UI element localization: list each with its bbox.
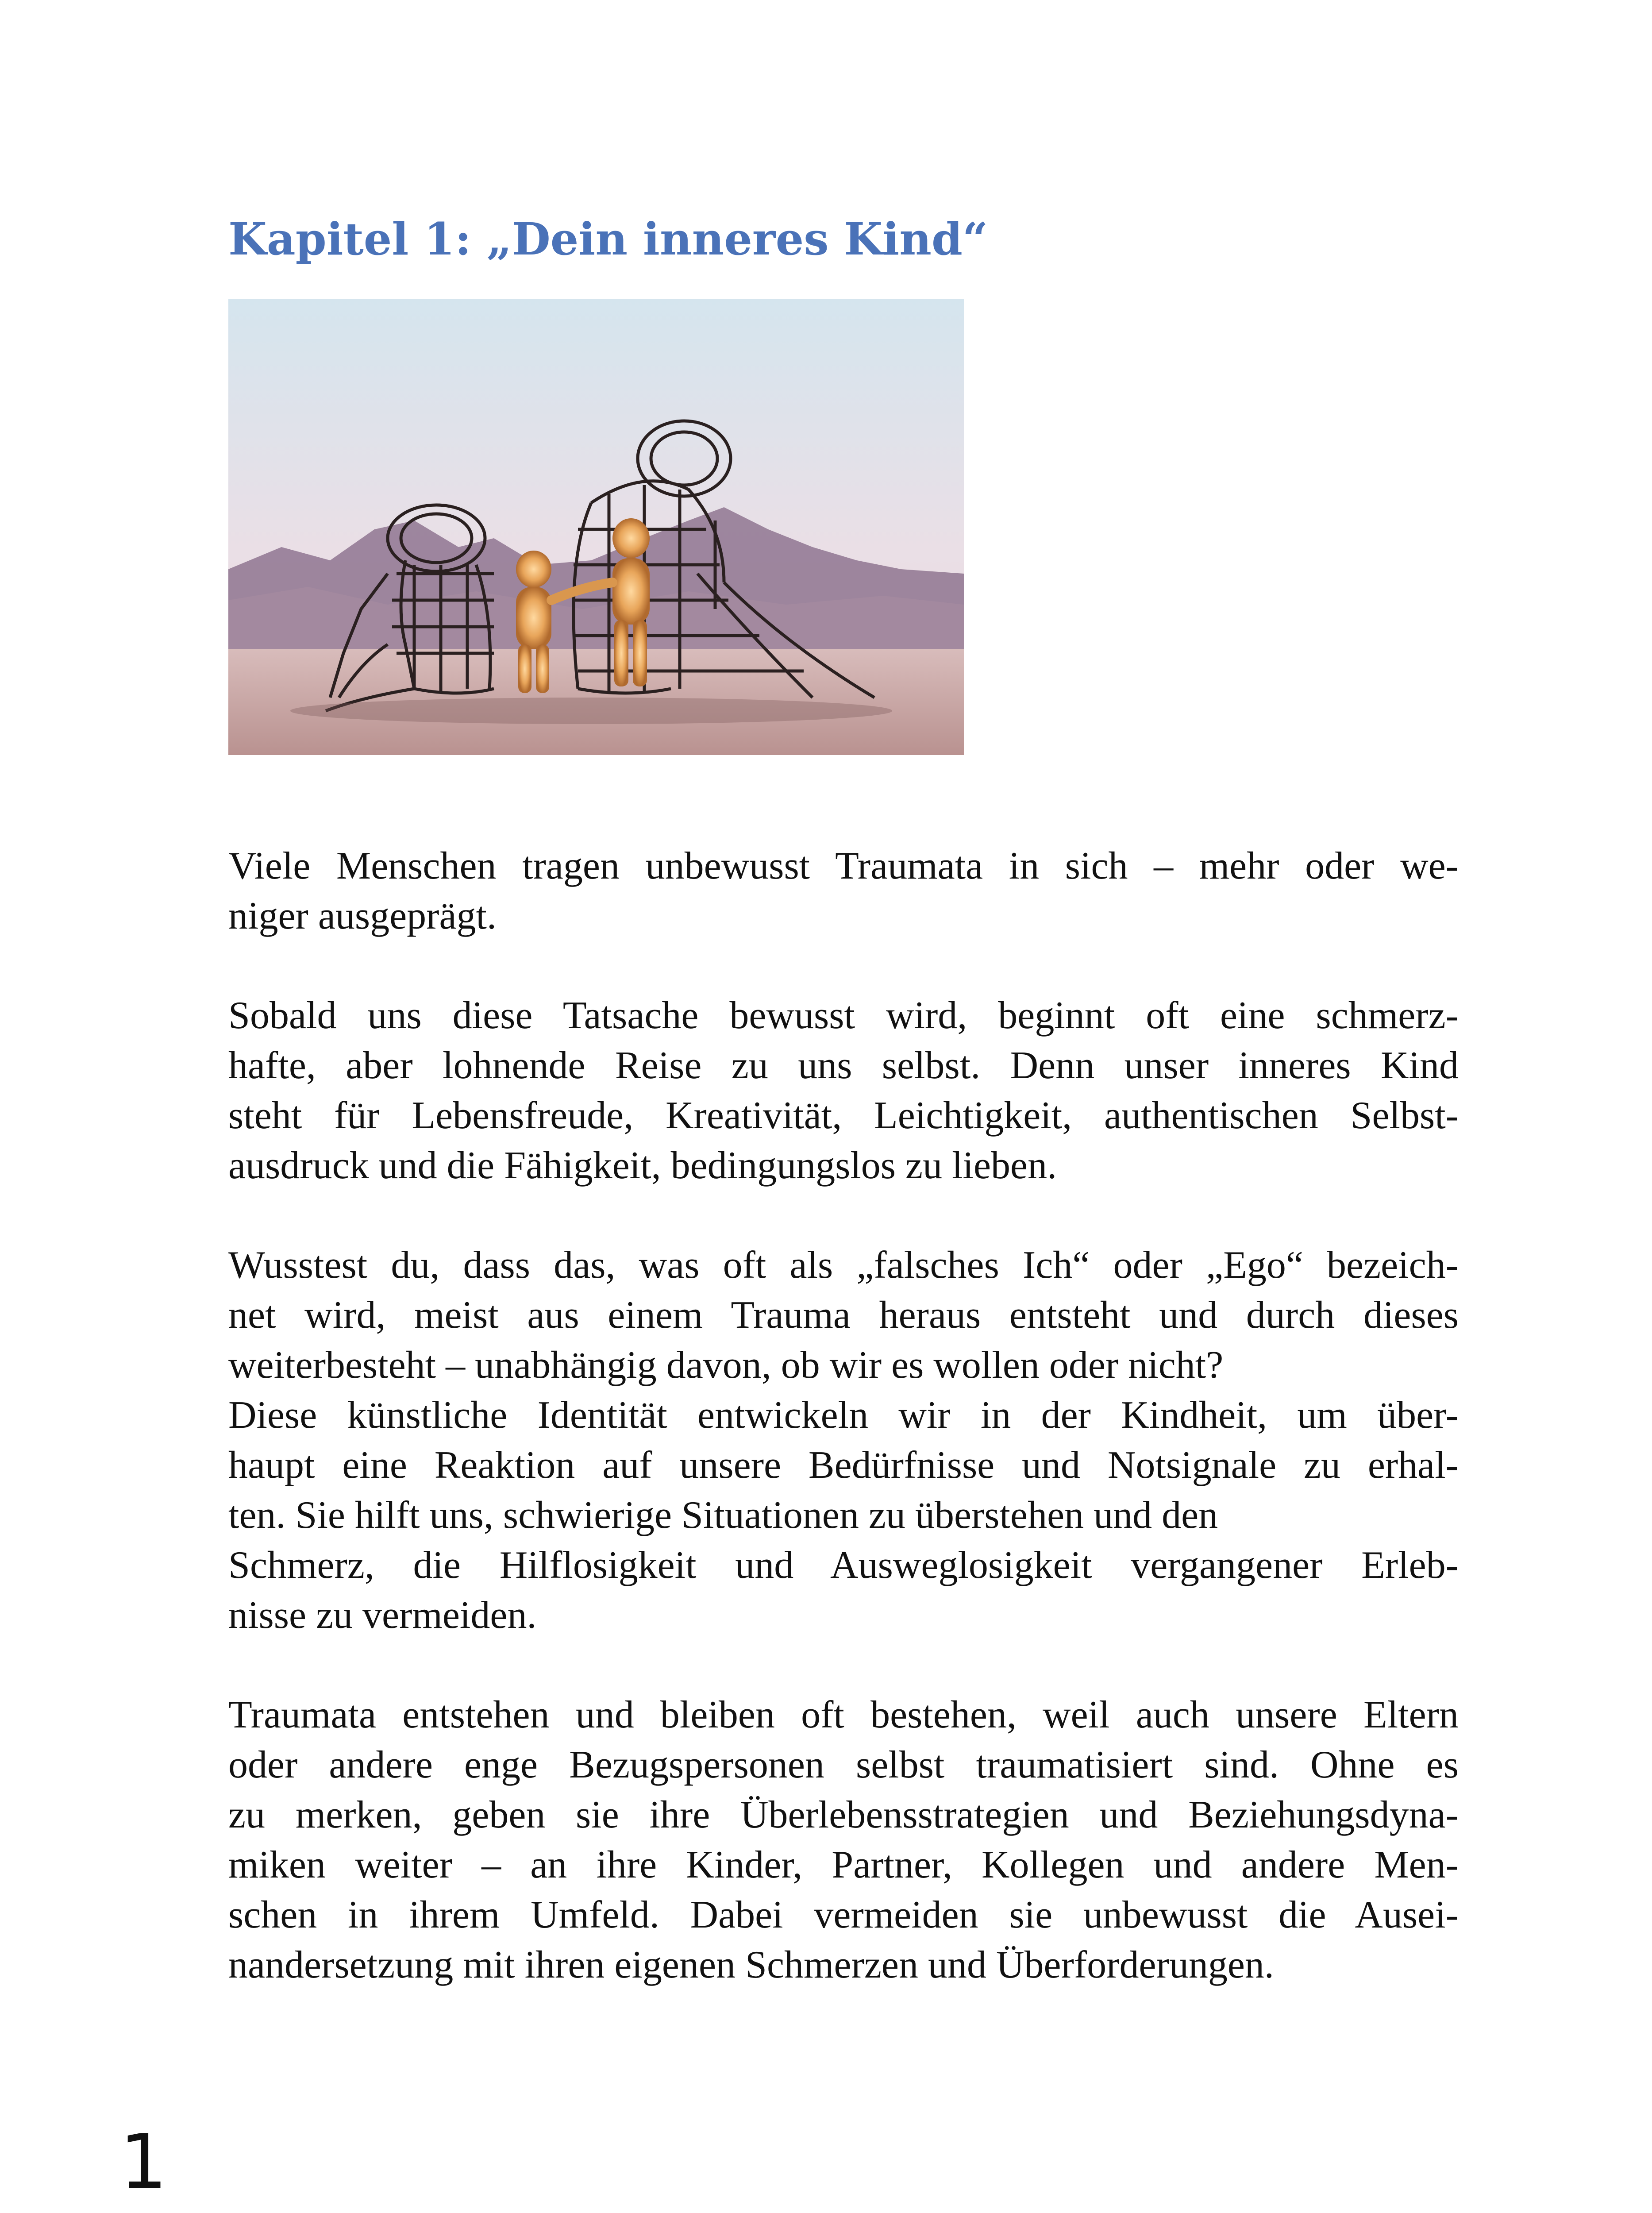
text-line: Viele Menschen tragen unbewusst Traumata in sich – mehr oder we-: [228, 844, 1459, 887]
text-line: ausdruck und die Fähigkeit, bedingungslos zu lieben.: [228, 1144, 1057, 1187]
text-line: oder andere enge Bezugspersonen selbst traumatisiert sind. Ohne es: [228, 1743, 1459, 1786]
paragraph-4: [228, 1690, 1459, 1990]
text-line: Wusstest du, dass das, was oft als „falsches Ich“ oder „Ego“ bezeich-: [228, 1244, 1459, 1287]
sculpture-photo: [228, 299, 964, 755]
text-line: steht für Lebensfreude, Kreativität, Leichtigkeit, authentischen Selbst-: [228, 1094, 1459, 1137]
text-line: hafte, aber lohnende Reise zu uns selbst. Denn unser inneres Kind: [228, 1044, 1459, 1087]
page-number: 1: [119, 2118, 168, 2206]
chapter-title: Kapitel 1: „Dein inneres Kind“: [228, 213, 988, 265]
text-line: net wird, meist aus einem Trauma heraus entsteht und durch dieses: [228, 1294, 1459, 1337]
text-line: weiterbesteht – unabhängig davon, ob wir es wollen oder nicht?: [228, 1344, 1224, 1387]
text-line: miken weiter – an ihre Kinder, Partner, Kollegen und andere Men-: [228, 1843, 1459, 1886]
text-line: ten. Sie hilft uns, schwierige Situationen zu überstehen und den: [228, 1494, 1218, 1537]
paragraph-2: [228, 991, 1459, 1191]
body-text: [228, 841, 1459, 2040]
text-line: Sobald uns diese Tatsache bewusst wird, beginnt oft eine schmerz-: [228, 994, 1459, 1037]
paragraph-1: [228, 841, 1459, 941]
text-line: nandersetzung mit ihren eigenen Schmerzen und Überforderungen.: [228, 1943, 1274, 1986]
text-line: haupt eine Reaktion auf unsere Bedürfnisse und Notsignale zu erhal-: [228, 1444, 1459, 1487]
text-line: schen in ihrem Umfeld. Dabei vermeiden sie unbewusst die Ausei-: [228, 1893, 1459, 1936]
sculpture-photo-icon: [228, 299, 964, 755]
text-line: niger ausgeprägt.: [228, 894, 497, 937]
text-line: Traumata entstehen und bleiben oft bestehen, weil auch unsere Eltern: [228, 1693, 1459, 1736]
text-line: Schmerz, die Hilflosigkeit und Ausweglosigkeit vergangener Erleb-: [228, 1544, 1459, 1587]
paragraph-3: [228, 1240, 1459, 1640]
text-line: nisse zu vermeiden.: [228, 1594, 537, 1637]
text-line: zu merken, geben sie ihre Überlebensstrategien und Beziehungsdyna-: [228, 1793, 1459, 1836]
text-line: Diese künstliche Identität entwickeln wir in der Kindheit, um über-: [228, 1394, 1459, 1437]
